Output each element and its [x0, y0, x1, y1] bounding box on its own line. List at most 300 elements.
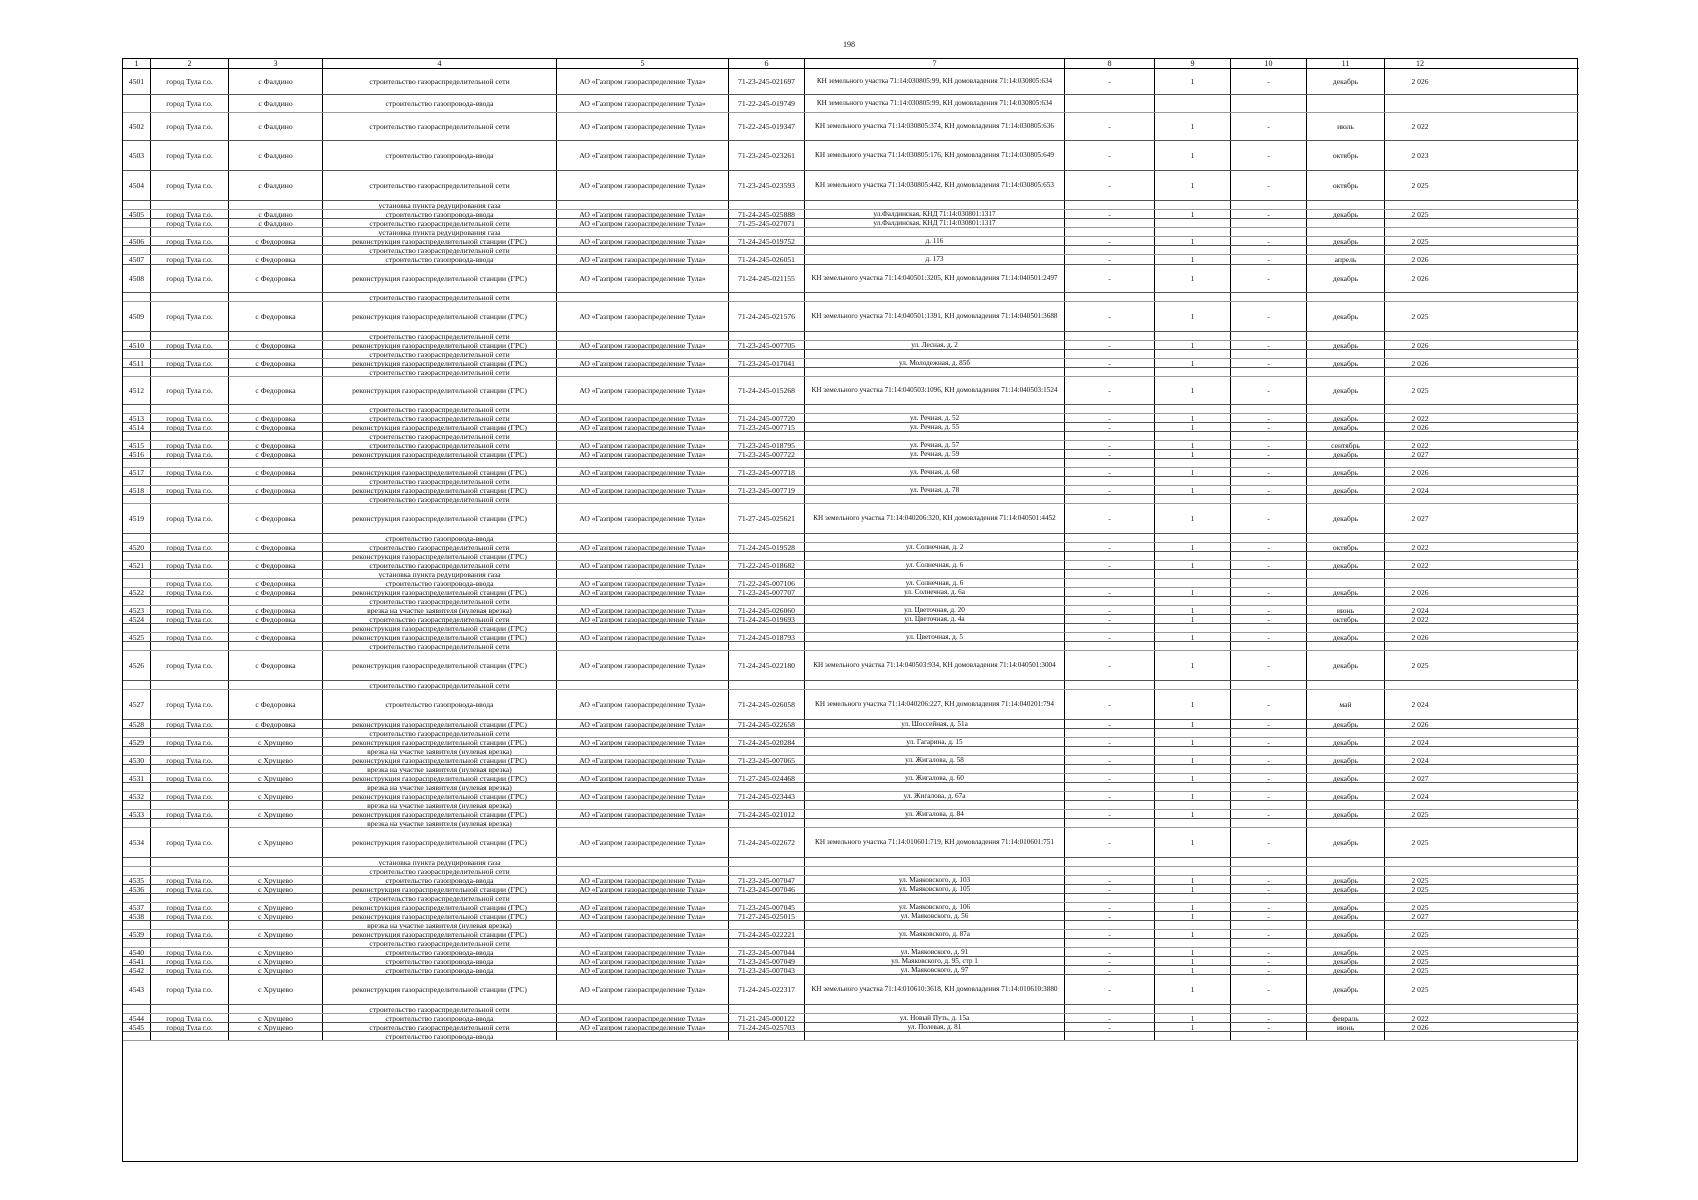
header-cell: 5	[557, 59, 729, 68]
table-row	[123, 720, 1579, 729]
organization-cell	[557, 368, 729, 376]
permit-number-cell	[729, 350, 805, 358]
work-type-cell: реконструкция газораспределительной станции (ГРС)	[323, 588, 557, 596]
permit-number-cell: 71-22-245-018682	[729, 561, 805, 569]
organization-cell	[557, 624, 729, 632]
month-cell	[1307, 765, 1385, 773]
month-cell	[1307, 405, 1385, 413]
row-number-cell: 4508	[123, 265, 151, 292]
month-cell: октябрь	[1307, 615, 1385, 623]
work-type-cell: реконструкция газораспределительной станции (ГРС)	[323, 377, 557, 404]
city-cell	[151, 681, 229, 689]
table-row	[123, 302, 1579, 332]
table-row	[123, 597, 1579, 606]
row-number-cell	[123, 597, 151, 605]
row-number-cell: 4532	[123, 792, 151, 800]
permit-number-cell	[729, 1032, 805, 1040]
column-8-cell: -	[1065, 912, 1155, 920]
locality-cell: с Федоровка	[229, 359, 323, 367]
column-9-cell	[1155, 747, 1231, 755]
year-cell: 2 022	[1411, 441, 1429, 449]
organization-cell: АО «Газпром газораспределение Тула»	[557, 720, 729, 728]
table-row	[123, 801, 1579, 810]
row-number-cell: 4533	[123, 810, 151, 818]
permit-number-cell: 71-21-245-000122	[729, 1014, 805, 1022]
work-type-cell: врезка на участке заявителя (нулевая врезка)	[323, 783, 557, 791]
header-cell: 12	[1416, 59, 1424, 68]
locality-cell	[229, 228, 323, 236]
column-10-cell	[1231, 405, 1307, 413]
organization-cell: АО «Газпром газораспределение Тула»	[557, 210, 729, 218]
row-number-cell	[123, 534, 151, 542]
month-cell: июль	[1307, 113, 1385, 140]
year-cell	[1385, 642, 1455, 650]
address-cell	[805, 681, 1065, 689]
address-cell	[805, 495, 1065, 503]
row-number-cell: 4535	[123, 876, 151, 884]
year-cell	[1385, 219, 1455, 227]
city-cell: город Тула г.о.	[151, 912, 229, 920]
permit-number-cell	[729, 432, 805, 440]
month-cell: декабрь	[1307, 720, 1385, 728]
column-9-cell: 1	[1155, 810, 1231, 818]
column-10-cell	[1231, 1005, 1307, 1013]
column-9-cell	[1155, 477, 1231, 485]
permit-number-cell: 71-24-245-022658	[729, 720, 805, 728]
column-10-cell: -	[1231, 810, 1307, 818]
table-row	[123, 228, 1579, 237]
column-8-cell	[1065, 1032, 1155, 1040]
month-cell	[1307, 1005, 1385, 1013]
table-row	[123, 765, 1579, 774]
locality-cell: с Хрущево	[229, 1023, 323, 1031]
column-8-cell	[1065, 368, 1155, 376]
column-9-cell: 1	[1155, 504, 1231, 533]
work-type-cell: реконструкция газораспределительной станции (ГРС)	[323, 265, 557, 292]
month-cell: декабрь	[1307, 468, 1385, 476]
work-type-cell: строительство газораспределительной сети	[323, 441, 557, 449]
column-10-cell	[1231, 228, 1307, 236]
address-cell	[805, 350, 1065, 358]
organization-cell	[557, 405, 729, 413]
locality-cell: с Фалдино	[229, 210, 323, 218]
column-10-cell: -	[1231, 543, 1307, 551]
city-cell: город Тула г.о.	[151, 579, 229, 587]
year-cell	[1385, 477, 1455, 485]
column-9-cell	[1155, 495, 1231, 503]
month-cell: декабрь	[1307, 738, 1385, 746]
work-type-cell: строительство газораспределительной сети	[323, 246, 557, 254]
column-8-cell	[1065, 495, 1155, 503]
permit-number-cell: 71-24-245-026051	[729, 255, 805, 264]
work-type-cell: реконструкция газораспределительной станции (ГРС)	[323, 810, 557, 818]
work-type-cell: реконструкция газораспределительной станции (ГРС)	[323, 975, 557, 1004]
column-10-cell	[1231, 681, 1307, 689]
organization-cell: АО «Газпром газораспределение Тула»	[557, 543, 729, 551]
column-9-cell	[1155, 405, 1231, 413]
organization-cell: АО «Газпром газораспределение Тула»	[557, 579, 729, 587]
table-row	[123, 486, 1579, 495]
column-9-cell: 1	[1155, 948, 1231, 956]
organization-cell: АО «Газпром газораспределение Тула»	[557, 504, 729, 533]
organization-cell: АО «Газпром газораспределение Тула»	[557, 690, 729, 719]
organization-cell	[557, 801, 729, 809]
organization-cell: АО «Газпром газораспределение Тула»	[557, 359, 729, 367]
table-row	[123, 885, 1579, 894]
organization-cell: АО «Газпром газораспределение Тула»	[557, 441, 729, 449]
year-cell: 2 022	[1411, 543, 1429, 551]
table-row	[123, 441, 1579, 450]
year-cell: 2 022	[1411, 1014, 1429, 1022]
row-number-cell: 4515	[123, 441, 151, 449]
address-cell: ул. Жигалова, д. 60	[805, 774, 1065, 782]
organization-cell: АО «Газпром газораспределение Тула»	[557, 1014, 729, 1022]
table-row	[123, 543, 1579, 552]
city-cell: город Тула г.о.	[151, 957, 229, 965]
organization-cell	[557, 867, 729, 875]
permit-number-cell	[729, 228, 805, 236]
row-number-cell: 4524	[123, 615, 151, 623]
permit-number-cell	[729, 747, 805, 755]
column-10-cell	[1231, 495, 1307, 503]
month-cell: май	[1307, 690, 1385, 719]
work-type-cell: установка пункта редуцирования газа	[323, 201, 557, 209]
column-8-cell: -	[1065, 690, 1155, 719]
organization-cell	[557, 858, 729, 866]
column-10-cell: -	[1231, 441, 1307, 449]
column-10-cell	[1231, 642, 1307, 650]
locality-cell: с Федоровка	[229, 720, 323, 728]
column-10-cell: -	[1231, 651, 1307, 680]
permit-number-cell	[729, 477, 805, 485]
row-number-cell	[123, 1005, 151, 1013]
column-9-cell	[1155, 681, 1231, 689]
column-10-cell	[1231, 570, 1307, 578]
permit-number-cell	[729, 939, 805, 947]
permit-number-cell: 71-23-245-007719	[729, 486, 805, 494]
table-row	[123, 201, 1579, 210]
row-number-cell	[123, 495, 151, 503]
month-cell	[1307, 642, 1385, 650]
city-cell: город Тула г.о.	[151, 255, 229, 264]
city-cell	[151, 819, 229, 827]
organization-cell: АО «Газпром газораспределение Тула»	[557, 738, 729, 746]
work-type-cell: строительство газораспределительной сети	[323, 939, 557, 947]
row-number-cell: 4527	[123, 690, 151, 719]
city-cell: город Тула г.о.	[151, 720, 229, 728]
column-8-cell	[1065, 939, 1155, 947]
column-10-cell: -	[1231, 141, 1307, 170]
month-cell	[1307, 729, 1385, 737]
column-9-cell	[1155, 858, 1231, 866]
permit-number-cell	[729, 858, 805, 866]
city-cell: город Тула г.о.	[151, 792, 229, 800]
permit-number-cell: 71-23-245-007044	[729, 948, 805, 956]
column-10-cell	[1231, 765, 1307, 773]
city-cell: город Тула г.о.	[151, 95, 229, 112]
year-cell	[1385, 246, 1455, 254]
row-number-cell: 4506	[123, 237, 151, 245]
month-cell: декабрь	[1307, 414, 1385, 422]
address-cell: ул. Жигалова, д. 84	[805, 810, 1065, 818]
table-row	[123, 332, 1579, 341]
column-9-cell: 1	[1155, 69, 1231, 94]
table-row	[123, 255, 1579, 265]
row-number-cell: 4529	[123, 738, 151, 746]
year-cell	[1385, 858, 1455, 866]
organization-cell: АО «Газпром газораспределение Тула»	[557, 633, 729, 641]
work-type-cell: строительство газораспределительной сети	[323, 1023, 557, 1031]
row-number-cell: 4502	[123, 113, 151, 140]
column-10-cell: -	[1231, 948, 1307, 956]
city-cell: город Тула г.о.	[151, 237, 229, 245]
locality-cell	[229, 350, 323, 358]
year-cell: 2 027	[1411, 774, 1429, 782]
city-cell: город Тула г.о.	[151, 633, 229, 641]
column-8-cell	[1065, 293, 1155, 301]
column-9-cell: 1	[1155, 651, 1231, 680]
address-cell: КН земельного участка 71:14:040501:3205, КН домовладения 71:14:040501:2497	[805, 265, 1065, 292]
column-8-cell: -	[1065, 302, 1155, 331]
column-9-cell: 1	[1155, 543, 1231, 551]
address-cell	[805, 432, 1065, 440]
address-cell: ул. Маяковского, д. 105	[805, 885, 1065, 893]
work-type-cell: врезка на участке заявителя (нулевая врезка)	[323, 765, 557, 773]
permit-number-cell: 71-23-245-007046	[729, 885, 805, 893]
year-cell	[1385, 729, 1455, 737]
column-9-cell	[1155, 939, 1231, 947]
column-8-cell: -	[1065, 606, 1155, 614]
year-cell	[1385, 747, 1455, 755]
column-8-cell: -	[1065, 633, 1155, 641]
locality-cell: с Фалдино	[229, 219, 323, 227]
row-number-cell	[123, 801, 151, 809]
address-cell: ул. Речная, д. 78	[805, 486, 1065, 494]
month-cell	[1307, 432, 1385, 440]
column-8-cell: -	[1065, 903, 1155, 911]
locality-cell: с Хрущево	[229, 876, 323, 884]
header-cell: 10	[1231, 59, 1307, 68]
permit-number-cell: 71-24-245-025888	[729, 210, 805, 218]
column-9-cell	[1155, 642, 1231, 650]
work-type-cell: строительство газораспределительной сети	[323, 113, 557, 140]
column-9-cell	[1155, 729, 1231, 737]
table-row	[123, 867, 1579, 876]
organization-cell: АО «Газпром газораспределение Тула»	[557, 219, 729, 227]
city-cell	[151, 552, 229, 560]
year-cell: 2 026	[1411, 423, 1429, 431]
address-cell	[805, 729, 1065, 737]
permit-number-cell	[729, 570, 805, 578]
column-9-cell	[1155, 228, 1231, 236]
address-cell: КН земельного участка 71:14:010601:719, КН домовладения 71:14:010601:751	[805, 828, 1065, 857]
address-cell	[805, 201, 1065, 209]
column-9-cell	[1155, 552, 1231, 560]
address-cell	[805, 552, 1065, 560]
column-9-cell: 1	[1155, 561, 1231, 569]
year-cell: 2 025	[1411, 966, 1429, 974]
row-number-cell	[123, 95, 151, 112]
header-cell: 3	[229, 59, 323, 68]
table-row	[123, 957, 1579, 966]
column-9-cell: 1	[1155, 756, 1231, 764]
work-type-cell: строительство газораспределительной сети	[323, 350, 557, 358]
table-row	[123, 876, 1579, 885]
month-cell: декабрь	[1307, 561, 1385, 569]
address-cell	[805, 867, 1065, 875]
locality-cell: с Хрущево	[229, 756, 323, 764]
city-cell	[151, 495, 229, 503]
organization-cell: АО «Газпром газораспределение Тула»	[557, 341, 729, 349]
locality-cell: с Федоровка	[229, 450, 323, 458]
permit-number-cell: 71-24-245-022221	[729, 930, 805, 938]
table-row	[123, 69, 1579, 95]
column-8-cell: -	[1065, 450, 1155, 458]
locality-cell	[229, 432, 323, 440]
year-cell	[1385, 570, 1455, 578]
permit-number-cell: 71-24-245-019693	[729, 615, 805, 623]
address-cell: ул. Маяковского, д. 91	[805, 948, 1065, 956]
row-number-cell: 4501	[123, 69, 151, 94]
month-cell	[1307, 867, 1385, 875]
work-type-cell: строительство газораспределительной сети	[323, 729, 557, 737]
address-cell: ул. Шоссейная, д. 51а	[805, 720, 1065, 728]
year-cell	[1385, 1005, 1455, 1013]
address-cell: ул. Лесная, д. 2	[805, 341, 1065, 349]
month-cell	[1307, 201, 1385, 209]
table-row	[123, 651, 1579, 681]
column-10-cell	[1231, 624, 1307, 632]
row-number-cell	[123, 783, 151, 791]
address-cell	[805, 570, 1065, 578]
row-number-cell: 4507	[123, 255, 151, 264]
row-number-cell	[123, 681, 151, 689]
city-cell: город Тула г.о.	[151, 738, 229, 746]
address-cell: ул. Цветочная, д. 20	[805, 606, 1065, 614]
address-cell: д. 173	[805, 255, 1065, 264]
year-cell	[1385, 95, 1455, 112]
organization-cell: АО «Газпром газораспределение Тула»	[557, 450, 729, 458]
address-cell: ул. Солнечная, д. 2	[805, 543, 1065, 551]
column-9-cell: 1	[1155, 606, 1231, 614]
column-9-cell: 1	[1155, 690, 1231, 719]
city-cell: город Тула г.о.	[151, 141, 229, 170]
table-row	[123, 561, 1579, 570]
work-type-cell: строительство газопровода-ввода	[323, 141, 557, 170]
table-row	[123, 359, 1579, 368]
address-cell: ул. Цветочная, д. 5	[805, 633, 1065, 641]
table-row	[123, 903, 1579, 912]
month-cell: декабрь	[1307, 810, 1385, 818]
organization-cell	[557, 534, 729, 542]
year-cell: 2 025	[1411, 903, 1429, 911]
column-10-cell	[1231, 597, 1307, 605]
locality-cell: с Федоровка	[229, 561, 323, 569]
permit-number-cell: 71-24-245-022317	[729, 975, 805, 1004]
table-row	[123, 615, 1579, 624]
address-cell: КН земельного участка 71:14:040501:1391, КН домовладения 71:14:040501:3688	[805, 302, 1065, 331]
work-type-cell: реконструкция газораспределительной станции (ГРС)	[323, 486, 557, 494]
column-9-cell	[1155, 534, 1231, 542]
work-type-cell: реконструкция газораспределительной станции (ГРС)	[323, 774, 557, 782]
row-number-cell	[123, 642, 151, 650]
month-cell: декабрь	[1307, 948, 1385, 956]
work-type-cell: строительство газопровода-ввода	[323, 690, 557, 719]
organization-cell: АО «Газпром газораспределение Тула»	[557, 966, 729, 974]
locality-cell	[229, 642, 323, 650]
month-cell: декабрь	[1307, 486, 1385, 494]
work-type-cell: установка пункта редуцирования газа	[323, 228, 557, 236]
column-8-cell	[1065, 867, 1155, 875]
column-9-cell: 1	[1155, 1014, 1231, 1022]
row-number-cell	[123, 405, 151, 413]
permit-number-cell: 71-24-245-023443	[729, 792, 805, 800]
work-type-cell: строительство газораспределительной сети	[323, 894, 557, 902]
column-9-cell: 1	[1155, 341, 1231, 349]
organization-cell	[557, 228, 729, 236]
work-type-cell: строительство газораспределительной сети	[323, 642, 557, 650]
organization-cell: АО «Газпром газораспределение Тула»	[557, 930, 729, 938]
column-10-cell	[1231, 579, 1307, 587]
locality-cell: с Хрущево	[229, 738, 323, 746]
month-cell: декабрь	[1307, 975, 1385, 1004]
column-9-cell: 1	[1155, 738, 1231, 746]
permit-number-cell: 71-23-245-007047	[729, 876, 805, 884]
month-cell	[1307, 219, 1385, 227]
address-cell: КН земельного участка 71:14:030805:176, КН домовладения 71:14:030805:649	[805, 141, 1065, 170]
locality-cell	[229, 867, 323, 875]
column-9-cell: 1	[1155, 903, 1231, 911]
permit-number-cell: 71-27-245-025621	[729, 504, 805, 533]
column-9-cell	[1155, 1005, 1231, 1013]
column-8-cell: -	[1065, 957, 1155, 965]
table-row	[123, 534, 1579, 543]
address-cell: ул. Маяковского, д. 56	[805, 912, 1065, 920]
column-8-cell: -	[1065, 543, 1155, 551]
year-cell: 2 025	[1411, 210, 1429, 218]
column-8-cell	[1065, 921, 1155, 929]
column-8-cell: -	[1065, 615, 1155, 623]
table-row	[123, 912, 1579, 921]
organization-cell: АО «Газпром газораспределение Тула»	[557, 1023, 729, 1031]
locality-cell: с Федоровка	[229, 504, 323, 533]
city-cell: город Тула г.о.	[151, 975, 229, 1004]
column-9-cell	[1155, 293, 1231, 301]
city-cell	[151, 368, 229, 376]
table-row	[123, 975, 1579, 1005]
locality-cell	[229, 201, 323, 209]
column-9-cell: 1	[1155, 930, 1231, 938]
column-9-cell: 1	[1155, 468, 1231, 476]
column-8-cell: -	[1065, 414, 1155, 422]
work-type-cell: реконструкция газораспределительной станции (ГРС)	[323, 903, 557, 911]
column-9-cell: 1	[1155, 255, 1231, 264]
work-type-cell: строительство газораспределительной сети	[323, 495, 557, 503]
city-cell: город Тула г.о.	[151, 486, 229, 494]
table-row	[123, 113, 1579, 141]
column-10-cell	[1231, 552, 1307, 560]
organization-cell	[557, 459, 729, 467]
address-cell	[805, 642, 1065, 650]
locality-cell: с Федоровка	[229, 423, 323, 431]
city-cell	[151, 783, 229, 791]
month-cell: июнь	[1307, 606, 1385, 614]
locality-cell: с Хрущево	[229, 903, 323, 911]
city-cell: город Тула г.о.	[151, 468, 229, 476]
row-number-cell	[123, 570, 151, 578]
column-8-cell: -	[1065, 504, 1155, 533]
locality-cell: с Федоровка	[229, 237, 323, 245]
